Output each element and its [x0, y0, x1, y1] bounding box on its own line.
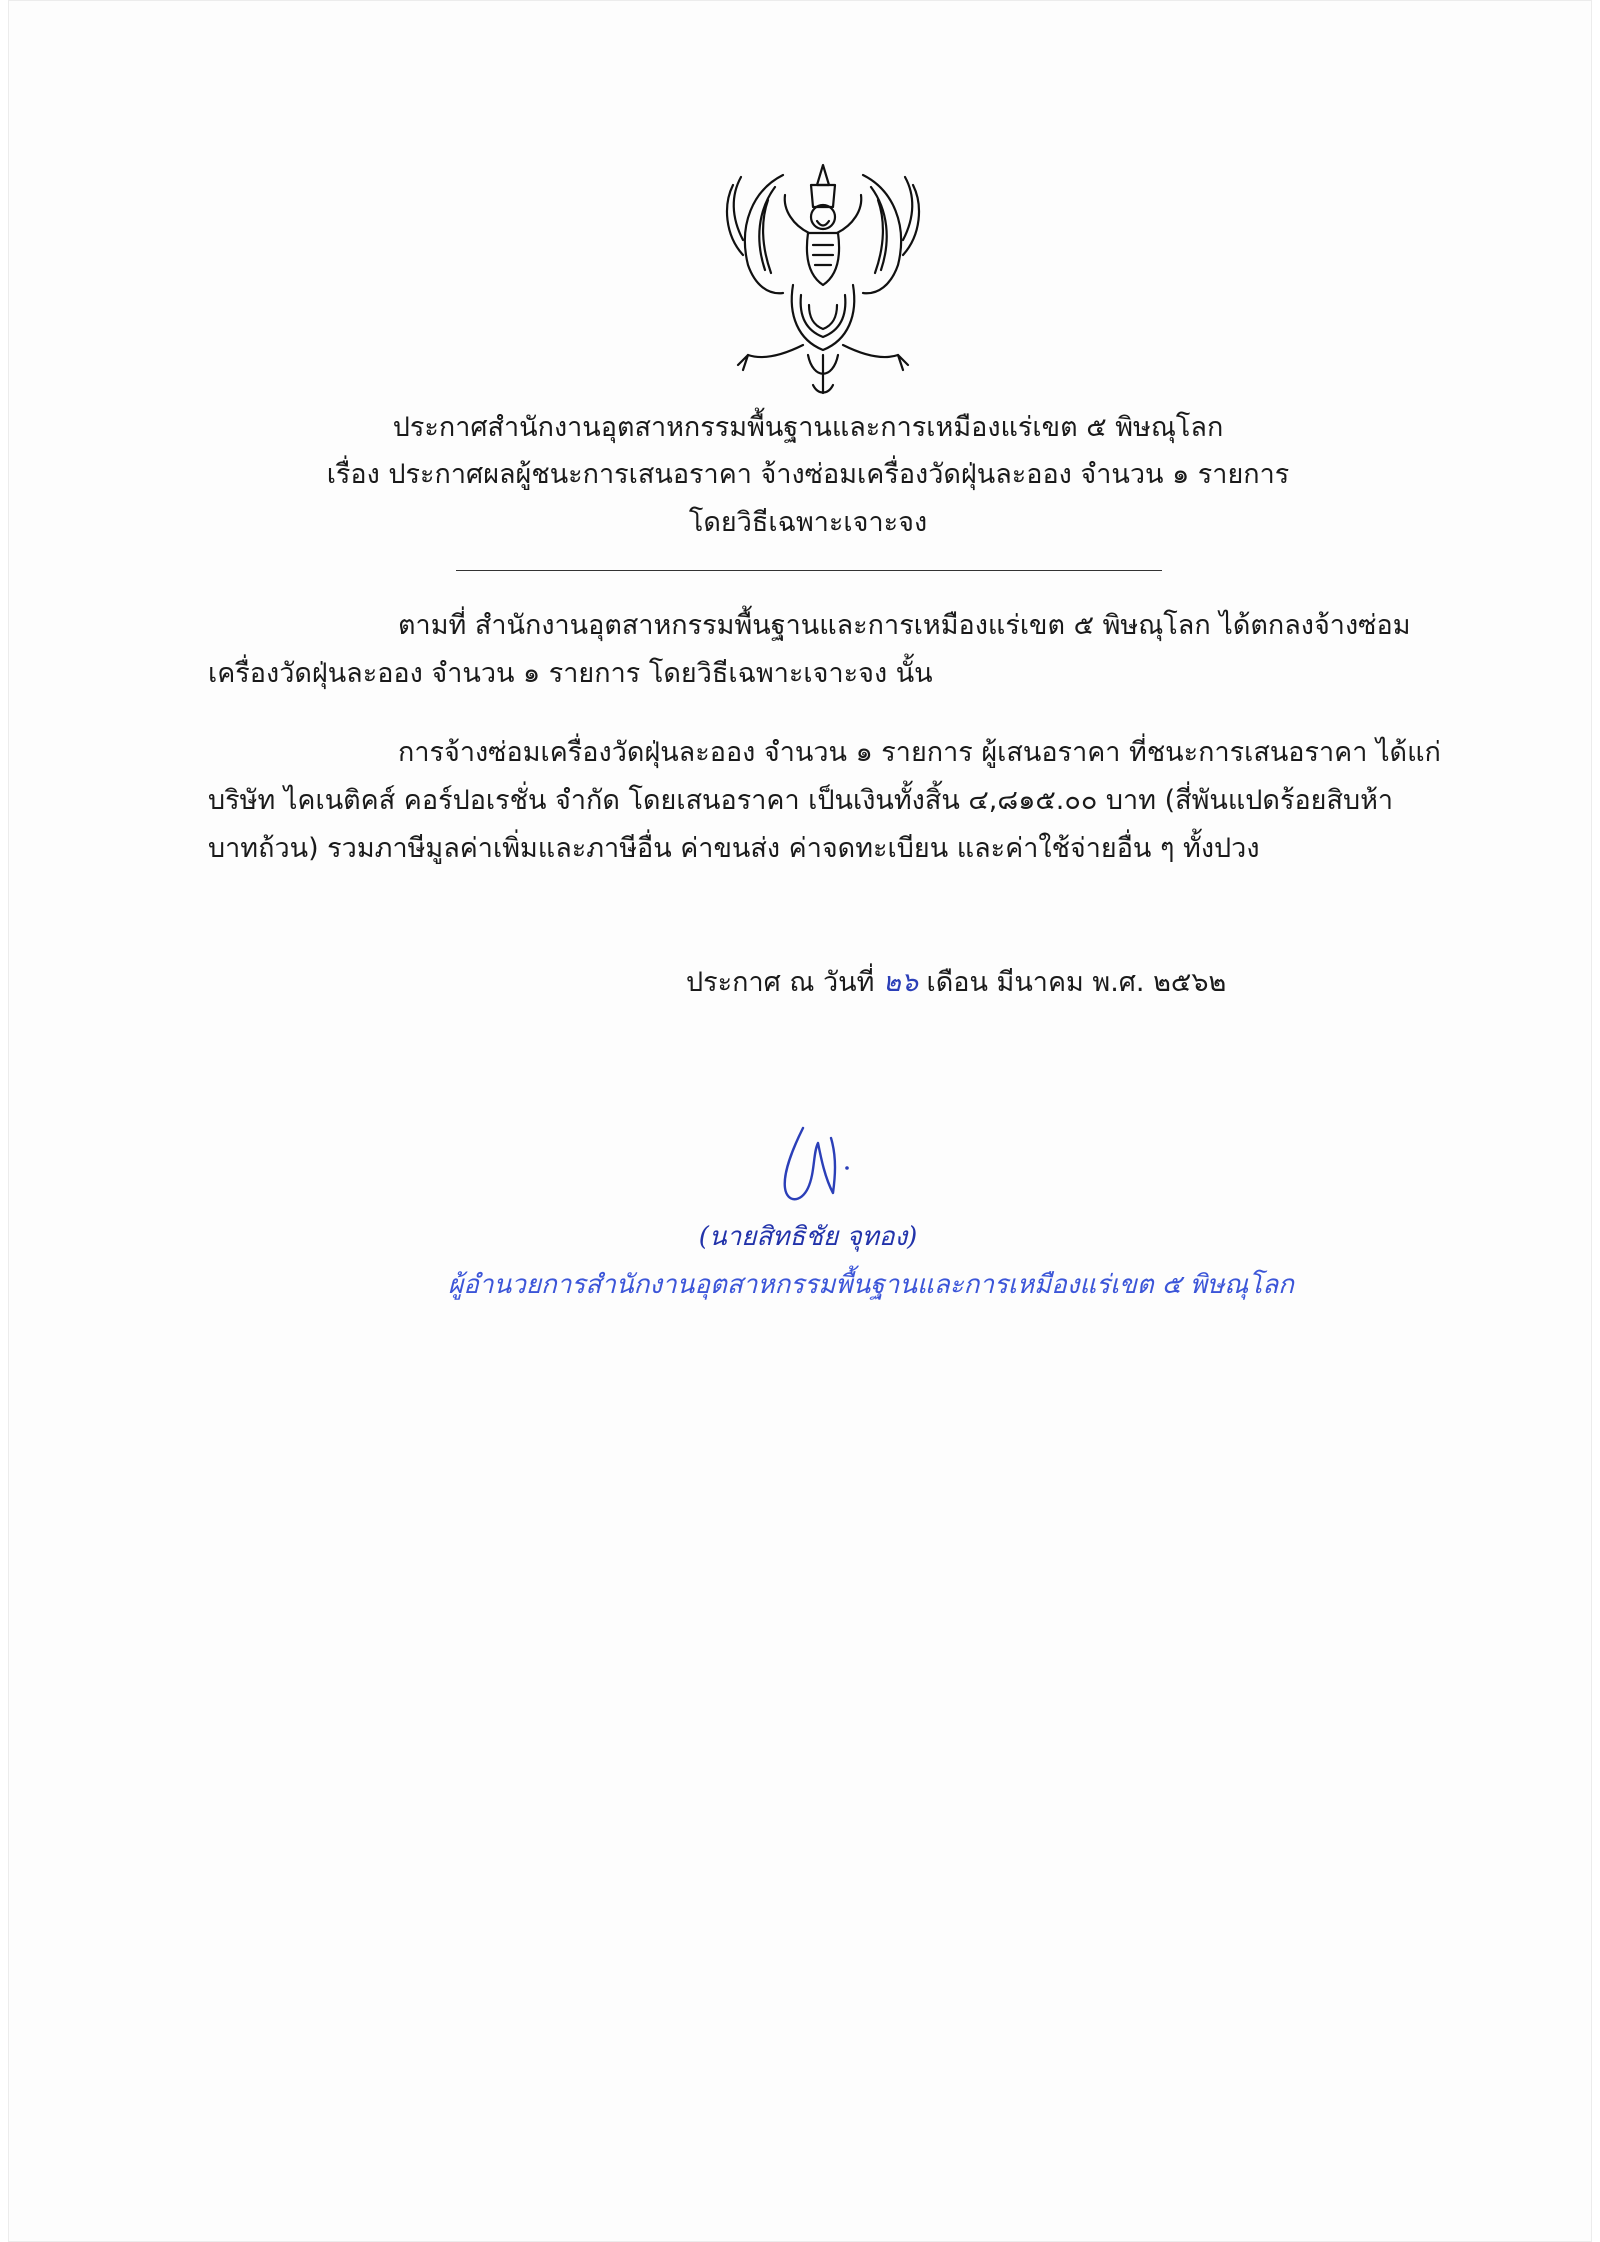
paragraph-2-line-2: บริษัท ไคเนติคส์ คอร์ปอเรชั่น จำกัด โดยเสนอราคา เป็นเงินทั้งสิ้น ๔,๘๑๕.๐๐ บาท (สี่พันแปดร้อยสิบห้า [208, 785, 1394, 816]
signer-title: ผู้อำนวยการสำนักงานอุตสาหกรรมพื้นฐานและการเหมืองแร่เขต ๕ พิษณุโลก [448, 1270, 1294, 1300]
paragraph-2-line-3: บาทถ้วน) รวมภาษีมูลค่าเพิ่มและภาษีอื่น ค่าขนส่ง ค่าจดทะเบียน และค่าใช้จ่ายอื่น ๆ ทั้งปวง [208, 833, 1260, 864]
document-page [8, 0, 1592, 2242]
paragraph-1-line-1: ตามที่ สำนักงานอุตสาหกรรมพื้นฐานและการเหมืองแร่เขต ๕ พิษณุโลก ได้ตกลงจ้างซ่อม [398, 610, 1411, 641]
handwritten-signature-icon [763, 1118, 863, 1213]
announcement-date [686, 963, 1226, 1003]
signer-name: (นายสิทธิชัย จุทอง) [698, 1222, 918, 1252]
date-day-handwritten: ๒๖ [883, 967, 918, 998]
date-suffix: เดือน มีนาคม พ.ศ. ๒๕๖๒ [917, 967, 1227, 998]
announcement-subject: เรื่อง ประกาศผลผู้ชนะการเสนอราคา จ้างซ่อมเครื่องวัดฝุ่นละออง จำนวน ๑ รายการ [326, 459, 1290, 490]
announcement-title: ประกาศสำนักงานอุตสาหกรรมพื้นฐานและการเหมืองแร่เขต ๕ พิษณุโลก [392, 412, 1224, 443]
announcement-method: โดยวิธีเฉพาะเจาะจง [688, 507, 928, 538]
paragraph-2-line-1: การจ้างซ่อมเครื่องวัดฝุ่นละออง จำนวน ๑ รายการ ผู้เสนอราคา ที่ชนะการเสนอราคา ได้แก่ [398, 737, 1441, 768]
heading-divider [456, 570, 1162, 571]
garuda-emblem-icon [713, 155, 933, 400]
paragraph-1-line-2: เครื่องวัดฝุ่นละออง จำนวน ๑ รายการ โดยวิธีเฉพาะเจาะจง นั้น [208, 658, 933, 689]
date-prefix: ประกาศ ณ วันที่ [686, 967, 884, 998]
